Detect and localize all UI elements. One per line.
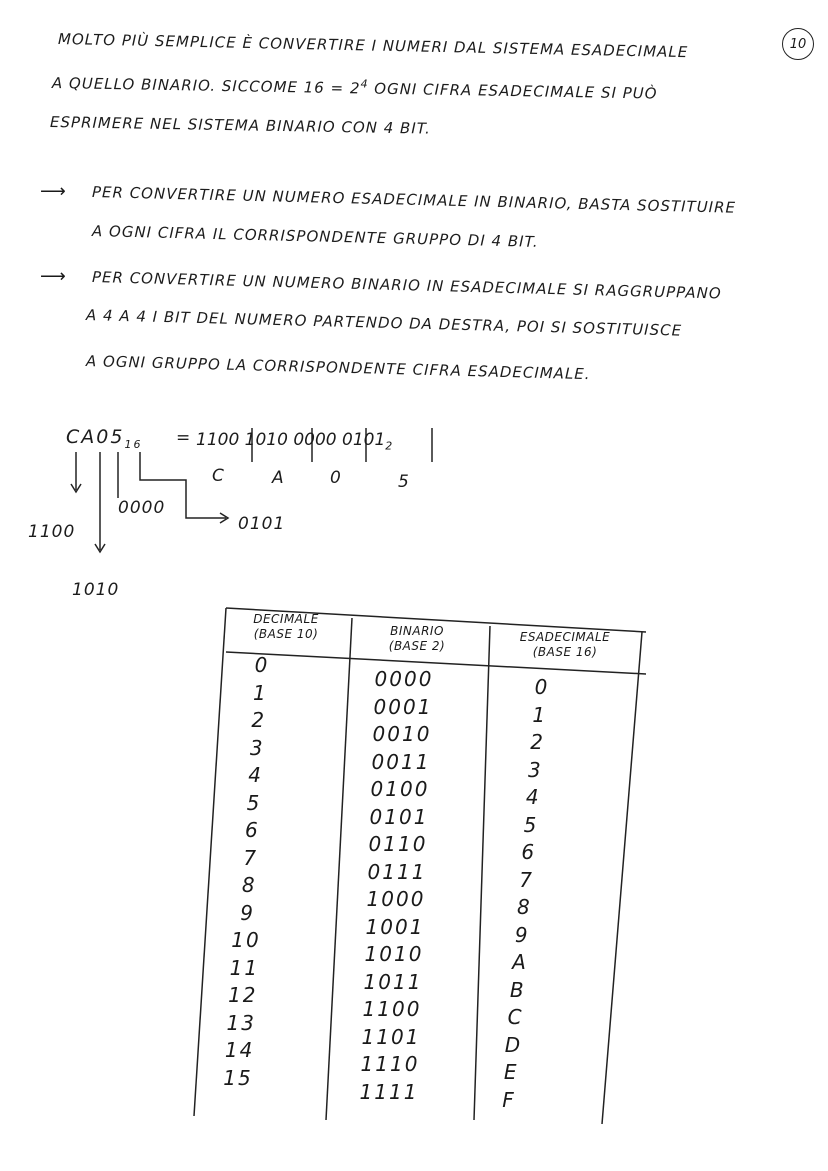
decimal-value: 3 xyxy=(249,735,265,760)
hex-value: 0 xyxy=(534,675,550,699)
hex-value: 5 xyxy=(523,812,539,837)
page-number: 10 xyxy=(782,28,814,60)
rule1-line-1: PER CONVERTIRE UN NUMERO ESADECIMALE IN BINARIO, BASTA SOSTITUIRE xyxy=(91,183,737,217)
binary-value: 0110 xyxy=(368,832,428,856)
rule2-line-1: PER CONVERTIRE UN NUMERO BINARIO IN ESADECIMALE SI RAGGRUPPANO xyxy=(91,268,722,303)
example-group-c: 1100 xyxy=(28,522,76,542)
arrow-right-icon: ⟶ xyxy=(40,181,66,202)
example-hex-value: $CA05_{16}$ xyxy=(66,426,143,451)
decimal-value: 14 xyxy=(224,1038,255,1062)
hex-value: 6 xyxy=(521,840,537,864)
header-decimal: DECIMALE (BASE 10) xyxy=(253,612,319,641)
hex-value: 3 xyxy=(528,757,543,782)
decimal-value: 10 xyxy=(231,928,261,952)
decimal-value: 7 xyxy=(243,845,259,870)
hex-value: D xyxy=(504,1032,523,1057)
decimal-value: 5 xyxy=(246,790,262,815)
conversion-example xyxy=(0,410,520,610)
hex-value: B xyxy=(509,977,526,1002)
binary-value: 1111 xyxy=(359,1079,419,1104)
decimal-value: 8 xyxy=(241,873,257,897)
conversion-table xyxy=(186,604,646,1124)
binary-value: 0111 xyxy=(367,859,427,884)
hex-value: 1 xyxy=(532,702,548,727)
binary-value: 1010 xyxy=(364,942,424,966)
binary-value: 0010 xyxy=(372,722,432,746)
binary-value: 0100 xyxy=(370,777,430,801)
binary-value: 1011 xyxy=(363,969,423,994)
example-group-5: 0101 xyxy=(238,514,286,534)
example-digit-0: 0 xyxy=(330,468,342,488)
example-binary-value: 1100 1010 0000 $0101_2$ xyxy=(196,430,393,453)
decimal-value: 0 xyxy=(254,653,270,677)
arrow-right-icon: ⟶ xyxy=(40,266,66,287)
decimal-value: 9 xyxy=(240,900,255,925)
intro-line-1: MOLTO PIÙ SEMPLICE È CONVERTIRE I NUMERI DAL SISTEMA ESADECIMALE xyxy=(57,30,689,62)
example-group-0: 0000 xyxy=(118,498,166,518)
rule2-line-2: A 4 A 4 I BIT DEL NUMERO PARTENDO DA DESTRA, POI SI SOSTITUISCE xyxy=(85,306,683,340)
hex-value: 2 xyxy=(530,730,545,754)
hex-value: 7 xyxy=(519,867,534,892)
decimal-value: 4 xyxy=(248,763,263,787)
decimal-value: 13 xyxy=(226,1010,256,1035)
binary-value: 1000 xyxy=(366,887,426,911)
intro-line-3: ESPRIMERE NEL SISTEMA BINARIO CON 4 BIT. xyxy=(49,113,432,138)
decimal-column xyxy=(202,652,322,1092)
binary-column xyxy=(336,666,472,1106)
binary-value: 0001 xyxy=(373,694,433,719)
hex-value: 9 xyxy=(514,922,530,947)
hex-column xyxy=(482,674,602,1114)
hex-value: A xyxy=(512,950,528,974)
hex-value: 4 xyxy=(525,785,541,809)
hex-value: E xyxy=(503,1060,519,1084)
decimal-value: 15 xyxy=(223,1065,253,1090)
hex-value: F xyxy=(502,1087,516,1112)
decimal-value: 6 xyxy=(245,818,260,842)
binary-value: 0000 xyxy=(374,667,434,691)
example-group-a: 1010 xyxy=(72,580,120,600)
binary-value: 0101 xyxy=(369,804,429,829)
example-digit-c: C xyxy=(212,466,225,486)
example-digit-a: A xyxy=(272,468,285,488)
rule1-line-2: A OGNI CIFRA IL CORRISPONDENTE GRUPPO DI 4 BIT. xyxy=(91,222,539,251)
decimal-value: 1 xyxy=(253,680,268,705)
hex-value: 8 xyxy=(517,895,532,919)
example-equals: = xyxy=(176,428,192,448)
binary-value: 1101 xyxy=(361,1024,421,1049)
header-binary: BINARIO (BASE 2) xyxy=(388,624,446,653)
hex-value: C xyxy=(507,1005,524,1029)
binary-value: 1100 xyxy=(362,997,422,1021)
binary-value: 1110 xyxy=(360,1052,420,1076)
decimal-value: 12 xyxy=(228,983,258,1007)
binary-value: 1001 xyxy=(365,914,425,939)
rule2-line-3: A OGNI GRUPPO LA CORRISPONDENTE CIFRA ESADECIMALE. xyxy=(85,352,591,384)
binary-value: 0011 xyxy=(371,749,431,774)
header-hex: ESADECIMALE (BASE 16) xyxy=(519,630,611,659)
decimal-value: 11 xyxy=(229,955,260,980)
decimal-value: 2 xyxy=(251,708,267,732)
example-digit-5: 5 xyxy=(398,472,410,492)
intro-line-2: A QUELLO BINARIO. SICCOME $16 = 2^4$ OGNI CIFRA ESADECIMALE SI PUÒ xyxy=(51,74,658,103)
